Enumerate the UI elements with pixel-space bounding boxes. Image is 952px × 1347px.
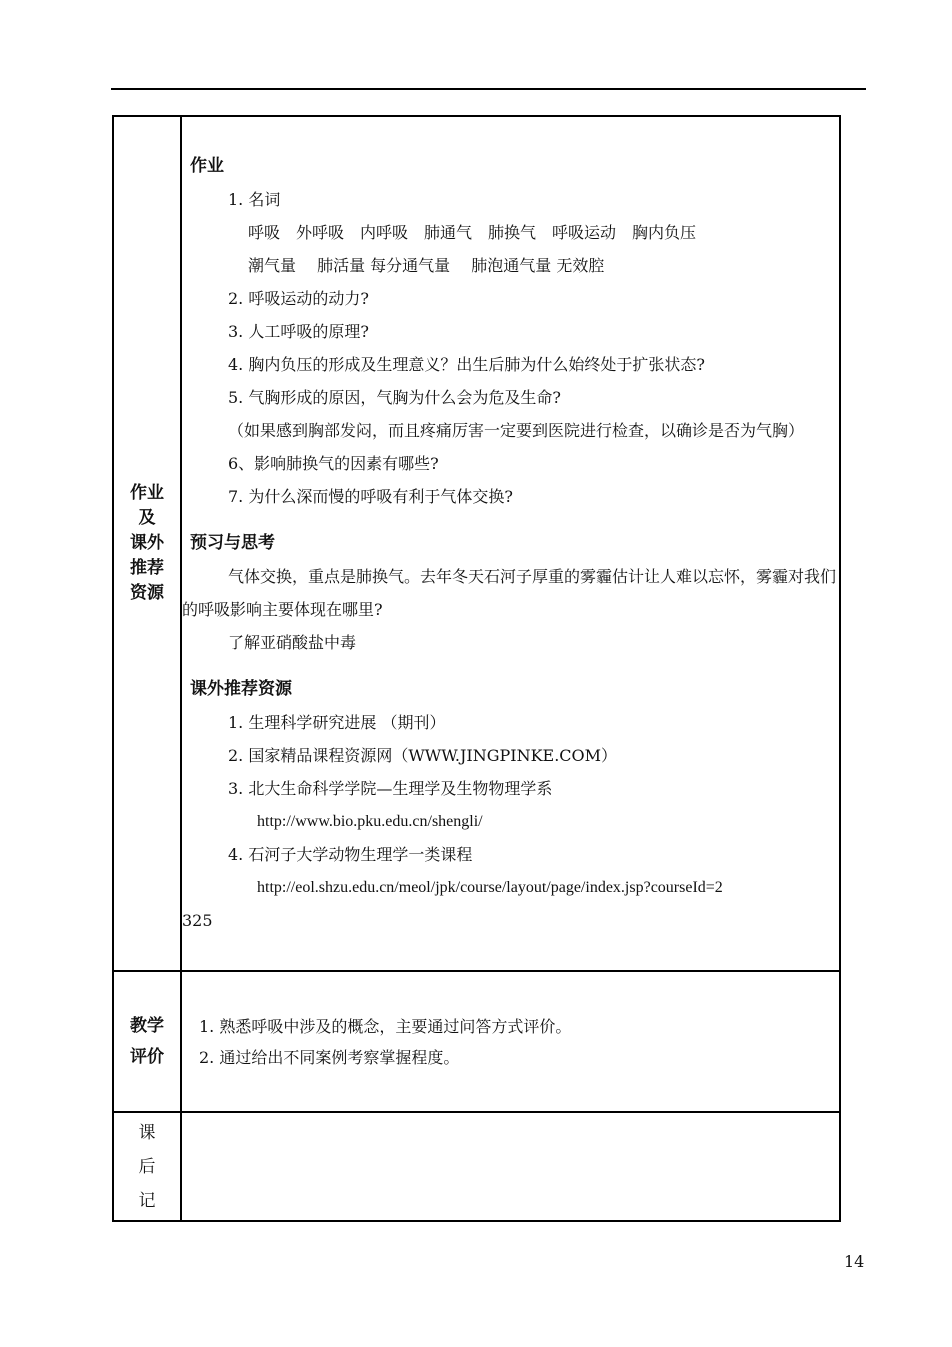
evaluation-row	[113, 971, 840, 1112]
homework-item: 5. 气胸形成的原因，气胸为什么会为危及生命?	[228, 388, 561, 407]
notes-content[interactable]	[181, 1112, 840, 1221]
header-rule	[111, 88, 866, 90]
evaluation-item: 1. 熟悉呼吸中涉及的概念，主要通过问答方式评价。	[199, 1016, 572, 1036]
homework-terms: 潮气量 肺活量 每分通气量 肺泡通气量 无效腔	[248, 256, 605, 275]
preview-extra: 了解亚硝酸盐中毒	[228, 633, 357, 652]
homework-item: 1. 名词	[228, 190, 281, 209]
lesson-table	[112, 115, 841, 1222]
homework-item: 7. 为什么深而慢的呼吸有利于气体交换?	[228, 487, 513, 506]
homework-heading: 作业	[190, 156, 224, 176]
label-line: 推荐	[130, 558, 164, 578]
evaluation-label	[113, 971, 181, 1112]
homework-label	[113, 116, 181, 971]
preview-heading: 预习与思考	[190, 533, 275, 553]
resource-item: 3. 北大生命科学学院—生理学及生物物理学系	[228, 779, 553, 798]
homework-row	[113, 116, 840, 971]
homework-item: 6、影响肺换气的因素有哪些?	[228, 454, 439, 473]
homework-item: 3. 人工呼吸的原理?	[228, 322, 369, 341]
homework-note	[182, 414, 839, 447]
resource-link[interactable]: http://www.bio.pku.edu.cn/shengli/	[257, 813, 483, 830]
notes-label	[113, 1112, 181, 1221]
homework-item: 4. 胸内负压的形成及生理意义？出生后肺为什么始终处于扩张状态?	[228, 355, 705, 374]
label-line: 资源	[130, 583, 164, 603]
label-line: 后	[138, 1156, 156, 1177]
label-line: 评价	[130, 1046, 164, 1067]
preview-paragraph: 气体交换，重点是肺换气。去年冬天石河子厚重的雾霾估计让人难以忘怀，雾霾对我们的呼吸影响主要体现在哪里?	[182, 567, 837, 619]
label-line: 教学	[130, 1015, 164, 1036]
homework-terms: 呼吸 外呼吸 内呼吸 肺通气 肺换气 呼吸运动 胸内负压	[248, 223, 697, 242]
page-number: 14	[844, 1252, 865, 1271]
homework-note-text: （如果感到胸部发闷，而且疼痛厉害一定要到医院进行检查，以确诊是否为气胸）	[228, 421, 805, 440]
resource-item: 1. 生理科学研究进展 （期刊）	[228, 713, 446, 732]
label-line: 及	[138, 508, 156, 528]
label-line: 课外	[130, 533, 164, 553]
homework-content	[181, 116, 840, 971]
homework-item: 2. 呼吸运动的动力?	[228, 289, 369, 308]
resource-item: 4. 石河子大学动物生理学一类课程	[228, 845, 473, 864]
label-line: 作业	[130, 483, 164, 503]
evaluation-content	[181, 971, 840, 1112]
label-line: 记	[138, 1190, 156, 1211]
notes-row	[113, 1112, 840, 1221]
evaluation-item: 2. 通过给出不同案例考察掌握程度。	[199, 1047, 460, 1067]
resource-link[interactable]: http://eol.shzu.edu.cn/meol/jpk/course/layout/page/index.jsp?courseId=2	[257, 879, 723, 896]
label-line: 课	[138, 1122, 156, 1143]
resources-heading: 课外推荐资源	[190, 679, 292, 699]
resource-item: 2. 国家精品课程资源网（WWW.JINGPINKE.COM）	[228, 746, 618, 765]
resource-link-tail: 325	[182, 911, 213, 930]
